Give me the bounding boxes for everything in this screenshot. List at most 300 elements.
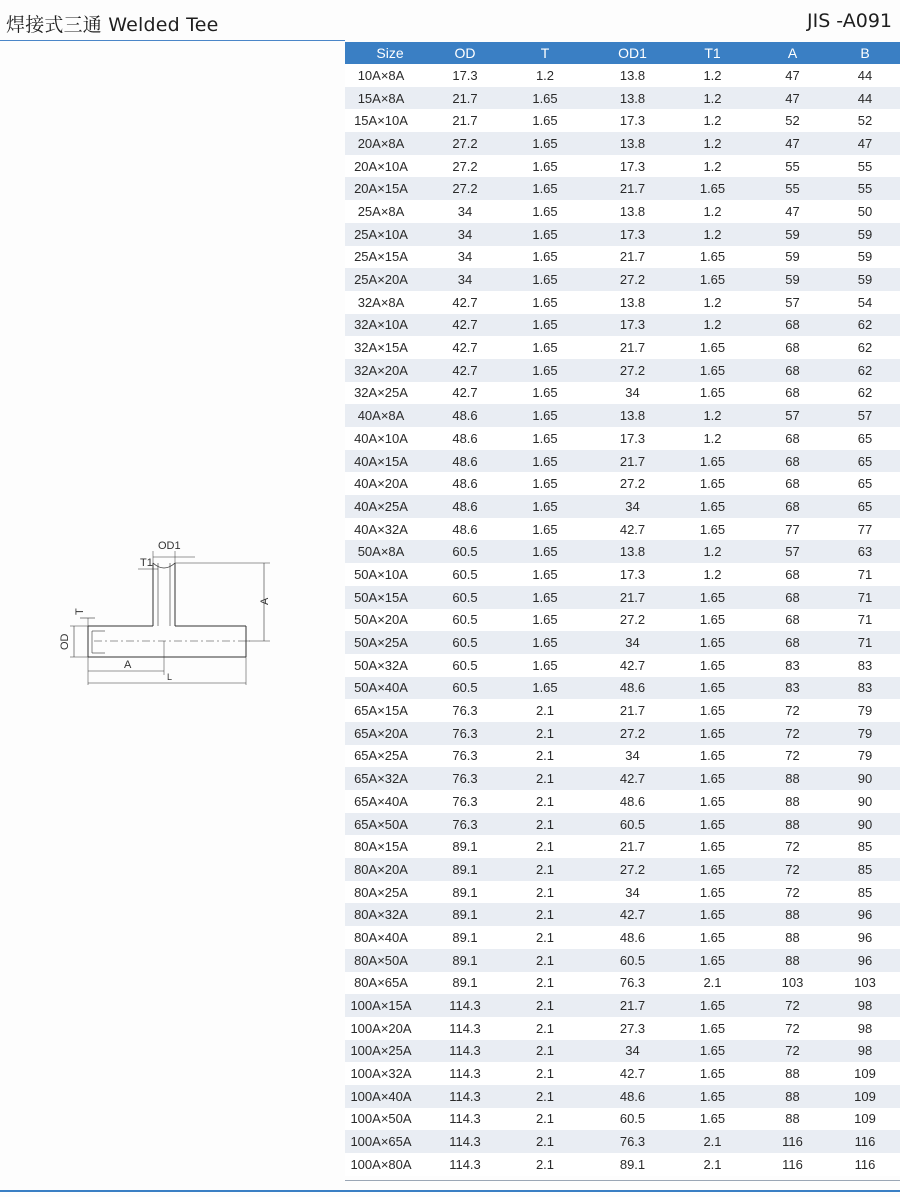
branch-end-arc xyxy=(153,563,175,568)
table-cell: 17.3 xyxy=(435,64,495,87)
table-cell: 1.65 xyxy=(495,563,595,586)
table-cell: 89.1 xyxy=(435,858,495,881)
table-cell: 71 xyxy=(830,563,900,586)
table-cell: 68 xyxy=(755,382,830,405)
table-cell: 89.1 xyxy=(435,881,495,904)
table-cell: 1.2 xyxy=(670,404,755,427)
table-cell: 27.2 xyxy=(595,359,670,382)
header-rule xyxy=(0,40,345,41)
table-cell: 65A×40A xyxy=(345,790,435,813)
table-cell: 116 xyxy=(830,1153,900,1176)
table-cell: 68 xyxy=(755,427,830,450)
table-cell: 50A×25A xyxy=(345,631,435,654)
table-cell: 83 xyxy=(830,654,900,677)
table-cell: 48.6 xyxy=(435,518,495,541)
welded-tee-diagram xyxy=(50,533,290,693)
table-cell: 89.1 xyxy=(435,972,495,995)
table-cell: 1.2 xyxy=(670,64,755,87)
label-t: T xyxy=(74,608,86,615)
table-cell: 2.1 xyxy=(670,972,755,995)
table-cell: 1.65 xyxy=(670,1062,755,1085)
table-row xyxy=(345,109,900,132)
table-cell: 27.3 xyxy=(595,1017,670,1040)
table-cell: 100A×50A xyxy=(345,1108,435,1131)
page-title: 焊接式三通 Welded Tee xyxy=(6,14,219,36)
table-cell: 42.7 xyxy=(595,654,670,677)
table-row xyxy=(345,518,900,541)
table-cell: 65A×15A xyxy=(345,699,435,722)
table-cell: 42.7 xyxy=(435,359,495,382)
table-cell: 1.65 xyxy=(495,677,595,700)
table-cell: 114.3 xyxy=(435,1153,495,1176)
table-cell: 1.65 xyxy=(495,246,595,269)
table-cell: 1.2 xyxy=(670,132,755,155)
table-row xyxy=(345,994,900,1017)
table-cell: 1.65 xyxy=(670,654,755,677)
table-cell: 50A×20A xyxy=(345,609,435,632)
table-cell: 60.5 xyxy=(435,654,495,677)
table-cell: 17.3 xyxy=(595,563,670,586)
table-cell: 42.7 xyxy=(595,767,670,790)
table-cell: 2.1 xyxy=(495,1130,595,1153)
table-cell: 1.65 xyxy=(495,177,595,200)
table-cell: 32A×8A xyxy=(345,291,435,314)
table-cell: 80A×40A xyxy=(345,926,435,949)
table-cell: 50A×15A xyxy=(345,586,435,609)
table-cell: 1.65 xyxy=(670,518,755,541)
table-cell: 1.65 xyxy=(670,813,755,836)
table-cell: 32A×15A xyxy=(345,336,435,359)
table-cell: 1.2 xyxy=(670,314,755,337)
table-cell: 103 xyxy=(830,972,900,995)
table-cell: 1.2 xyxy=(670,291,755,314)
page-bottom-rule xyxy=(0,1190,900,1192)
table-cell: 17.3 xyxy=(595,427,670,450)
table-row xyxy=(345,268,900,291)
table-cell: 17.3 xyxy=(595,223,670,246)
table-cell: 83 xyxy=(755,654,830,677)
table-cell: 65A×32A xyxy=(345,767,435,790)
table-cell: 88 xyxy=(755,1062,830,1085)
table-cell: 83 xyxy=(830,677,900,700)
table-cell: 2.1 xyxy=(495,926,595,949)
table-cell: 50A×40A xyxy=(345,677,435,700)
table-cell: 1.65 xyxy=(670,472,755,495)
table-cell: 1.65 xyxy=(495,404,595,427)
table-cell: 98 xyxy=(830,1017,900,1040)
table-cell: 68 xyxy=(755,586,830,609)
table-row xyxy=(345,1017,900,1040)
label-l: L xyxy=(167,672,173,682)
table-cell: 50A×32A xyxy=(345,654,435,677)
table-cell: 1.65 xyxy=(495,631,595,654)
table-cell: 65 xyxy=(830,472,900,495)
table-cell: 34 xyxy=(435,268,495,291)
table-cell: 1.2 xyxy=(670,200,755,223)
table-cell: 76.3 xyxy=(595,972,670,995)
table-cell: 72 xyxy=(755,881,830,904)
column-header: Size xyxy=(345,42,435,64)
table-cell: 2.1 xyxy=(495,1040,595,1063)
table-cell: 68 xyxy=(755,563,830,586)
table-cell: 65A×25A xyxy=(345,745,435,768)
column-header: B xyxy=(830,42,900,64)
table-cell: 21.7 xyxy=(435,109,495,132)
table-cell: 100A×80A xyxy=(345,1153,435,1176)
table-cell: 2.1 xyxy=(495,903,595,926)
table-row xyxy=(345,1153,900,1176)
table-cell: 1.65 xyxy=(670,631,755,654)
table-cell: 1.65 xyxy=(495,314,595,337)
table-cell: 88 xyxy=(755,813,830,836)
table-cell: 21.7 xyxy=(595,450,670,473)
table-cell: 2.1 xyxy=(495,1153,595,1176)
table-cell: 40A×8A xyxy=(345,404,435,427)
table-cell: 76.3 xyxy=(435,745,495,768)
table-cell: 42.7 xyxy=(435,291,495,314)
table-cell: 42.7 xyxy=(435,336,495,359)
table-cell: 48.6 xyxy=(595,1085,670,1108)
table-row xyxy=(345,155,900,178)
table-row xyxy=(345,745,900,768)
table-cell: 2.1 xyxy=(495,1085,595,1108)
table-cell: 63 xyxy=(830,540,900,563)
table-cell: 88 xyxy=(755,926,830,949)
table-cell: 40A×20A xyxy=(345,472,435,495)
table-cell: 68 xyxy=(755,314,830,337)
table-cell: 25A×20A xyxy=(345,268,435,291)
table-cell: 1.65 xyxy=(670,745,755,768)
table-cell: 114.3 xyxy=(435,994,495,1017)
table-cell: 1.2 xyxy=(670,563,755,586)
table-cell: 1.65 xyxy=(670,949,755,972)
table-cell: 60.5 xyxy=(595,813,670,836)
table-cell: 2.1 xyxy=(495,881,595,904)
table-cell: 100A×20A xyxy=(345,1017,435,1040)
table-cell: 42.7 xyxy=(595,903,670,926)
table-row xyxy=(345,722,900,745)
table-cell: 65A×20A xyxy=(345,722,435,745)
table-cell: 1.65 xyxy=(495,359,595,382)
table-cell: 116 xyxy=(755,1153,830,1176)
table-cell: 1.65 xyxy=(670,722,755,745)
table-cell: 1.2 xyxy=(670,109,755,132)
table-cell: 96 xyxy=(830,926,900,949)
table-cell: 2.1 xyxy=(495,722,595,745)
table-cell: 47 xyxy=(755,200,830,223)
table-cell: 1.65 xyxy=(670,903,755,926)
table-cell: 77 xyxy=(830,518,900,541)
table-cell: 47 xyxy=(755,132,830,155)
table-cell: 1.65 xyxy=(670,677,755,700)
table-cell: 2.1 xyxy=(495,745,595,768)
table-cell: 34 xyxy=(595,631,670,654)
table-cell: 1.65 xyxy=(670,858,755,881)
table-cell: 21.7 xyxy=(595,586,670,609)
table-cell: 68 xyxy=(755,472,830,495)
table-cell: 103 xyxy=(755,972,830,995)
table-cell: 76.3 xyxy=(435,767,495,790)
table-cell: 96 xyxy=(830,949,900,972)
table-cell: 34 xyxy=(595,495,670,518)
table-row xyxy=(345,972,900,995)
table-cell: 50A×8A xyxy=(345,540,435,563)
table-cell: 1.65 xyxy=(495,609,595,632)
table-cell: 55 xyxy=(755,177,830,200)
table-cell: 1.65 xyxy=(670,1040,755,1063)
table-row xyxy=(345,790,900,813)
table-cell: 21.7 xyxy=(435,87,495,110)
table-row xyxy=(345,1040,900,1063)
table-row xyxy=(345,926,900,949)
table-cell: 1.65 xyxy=(495,472,595,495)
table-cell: 116 xyxy=(755,1130,830,1153)
table-cell: 2.1 xyxy=(670,1130,755,1153)
table-cell: 1.65 xyxy=(495,87,595,110)
table-row xyxy=(345,858,900,881)
table-row xyxy=(345,677,900,700)
table-cell: 68 xyxy=(755,450,830,473)
table-cell: 54 xyxy=(830,291,900,314)
table-cell: 13.8 xyxy=(595,404,670,427)
table-cell: 57 xyxy=(755,540,830,563)
table-cell: 85 xyxy=(830,881,900,904)
table-cell: 1.65 xyxy=(495,223,595,246)
page-header xyxy=(0,0,900,42)
table-row xyxy=(345,200,900,223)
table-row xyxy=(345,336,900,359)
column-header: T xyxy=(495,42,595,64)
table-cell: 88 xyxy=(755,1085,830,1108)
table-cell: 48.6 xyxy=(435,495,495,518)
table-row xyxy=(345,540,900,563)
table-cell: 116 xyxy=(830,1130,900,1153)
table-cell: 98 xyxy=(830,994,900,1017)
table-cell: 1.65 xyxy=(495,382,595,405)
table-cell: 32A×10A xyxy=(345,314,435,337)
table-cell: 1.65 xyxy=(670,835,755,858)
table-cell: 32A×20A xyxy=(345,359,435,382)
table-cell: 17.3 xyxy=(595,155,670,178)
table-cell: 21.7 xyxy=(595,699,670,722)
table-cell: 71 xyxy=(830,609,900,632)
table-cell: 60.5 xyxy=(435,677,495,700)
table-row xyxy=(345,1108,900,1131)
table-cell: 1.65 xyxy=(495,109,595,132)
table-row xyxy=(345,563,900,586)
table-cell: 40A×25A xyxy=(345,495,435,518)
table-row xyxy=(345,64,900,87)
table-cell: 68 xyxy=(755,359,830,382)
table-cell: 1.65 xyxy=(670,609,755,632)
table-cell: 2.1 xyxy=(495,813,595,836)
table-cell: 2.1 xyxy=(495,858,595,881)
table-cell: 34 xyxy=(595,1040,670,1063)
table-cell: 89.1 xyxy=(435,903,495,926)
table-cell: 1.65 xyxy=(670,268,755,291)
table-header-row xyxy=(345,42,900,64)
table-cell: 114.3 xyxy=(435,1062,495,1085)
table-cell: 76.3 xyxy=(435,699,495,722)
table-cell: 2.1 xyxy=(495,994,595,1017)
table-cell: 59 xyxy=(830,268,900,291)
table-body xyxy=(345,64,900,1176)
table-cell: 109 xyxy=(830,1062,900,1085)
table-cell: 1.65 xyxy=(670,1085,755,1108)
spec-table xyxy=(345,42,900,1176)
table-cell: 100A×15A xyxy=(345,994,435,1017)
table-cell: 2.1 xyxy=(495,1062,595,1085)
table-cell: 21.7 xyxy=(595,994,670,1017)
table-cell: 1.65 xyxy=(495,518,595,541)
table-cell: 109 xyxy=(830,1085,900,1108)
table-cell: 13.8 xyxy=(595,87,670,110)
table-cell: 60.5 xyxy=(435,563,495,586)
table-cell: 21.7 xyxy=(595,177,670,200)
table-cell: 79 xyxy=(830,745,900,768)
table-cell: 96 xyxy=(830,903,900,926)
table-row xyxy=(345,177,900,200)
table-cell: 1.65 xyxy=(495,586,595,609)
table-cell: 1.65 xyxy=(495,200,595,223)
table-row xyxy=(345,359,900,382)
table-cell: 25A×10A xyxy=(345,223,435,246)
table-cell: 48.6 xyxy=(595,790,670,813)
table-cell: 88 xyxy=(755,1108,830,1131)
table-cell: 114.3 xyxy=(435,1108,495,1131)
table-cell: 72 xyxy=(755,699,830,722)
table-row xyxy=(345,382,900,405)
table-cell: 10A×8A xyxy=(345,64,435,87)
table-cell: 50 xyxy=(830,200,900,223)
table-cell: 1.65 xyxy=(670,1017,755,1040)
table-cell: 109 xyxy=(830,1108,900,1131)
table-cell: 114.3 xyxy=(435,1130,495,1153)
table-cell: 57 xyxy=(830,404,900,427)
table-row xyxy=(345,699,900,722)
table-cell: 1.65 xyxy=(495,427,595,450)
table-row xyxy=(345,132,900,155)
table-row xyxy=(345,1085,900,1108)
table-row xyxy=(345,631,900,654)
table-cell: 114.3 xyxy=(435,1017,495,1040)
table-cell: 34 xyxy=(435,223,495,246)
table-cell: 20A×15A xyxy=(345,177,435,200)
table-cell: 21.7 xyxy=(595,246,670,269)
table-cell: 57 xyxy=(755,404,830,427)
table-row xyxy=(345,314,900,337)
table-cell: 1.65 xyxy=(670,790,755,813)
table-cell: 100A×32A xyxy=(345,1062,435,1085)
table-cell: 48.6 xyxy=(435,472,495,495)
table-cell: 40A×15A xyxy=(345,450,435,473)
table-cell: 65 xyxy=(830,427,900,450)
table-cell: 85 xyxy=(830,835,900,858)
table-row xyxy=(345,427,900,450)
table-cell: 65 xyxy=(830,495,900,518)
table-cell: 79 xyxy=(830,699,900,722)
table-row xyxy=(345,654,900,677)
table-cell: 13.8 xyxy=(595,540,670,563)
table-cell: 89.1 xyxy=(435,926,495,949)
table-cell: 62 xyxy=(830,382,900,405)
table-cell: 1.65 xyxy=(670,382,755,405)
table-cell: 100A×40A xyxy=(345,1085,435,1108)
table-cell: 27.2 xyxy=(435,132,495,155)
table-row xyxy=(345,223,900,246)
table-cell: 1.65 xyxy=(670,699,755,722)
table-cell: 1.2 xyxy=(670,155,755,178)
table-cell: 48.6 xyxy=(435,427,495,450)
table-cell: 27.2 xyxy=(595,268,670,291)
table-cell: 72 xyxy=(755,745,830,768)
table-row xyxy=(345,404,900,427)
table-cell: 2.1 xyxy=(495,699,595,722)
table-cell: 13.8 xyxy=(595,132,670,155)
table-cell: 1.65 xyxy=(670,881,755,904)
table-cell: 71 xyxy=(830,631,900,654)
table-cell: 55 xyxy=(755,155,830,178)
table-cell: 62 xyxy=(830,336,900,359)
table-cell: 100A×65A xyxy=(345,1130,435,1153)
table-cell: 1.65 xyxy=(670,926,755,949)
table-cell: 1.65 xyxy=(670,767,755,790)
table-cell: 2.1 xyxy=(495,1017,595,1040)
table-row xyxy=(345,903,900,926)
table-cell: 50A×10A xyxy=(345,563,435,586)
table-cell: 77 xyxy=(755,518,830,541)
table-cell: 13.8 xyxy=(595,64,670,87)
table-cell: 88 xyxy=(755,903,830,926)
table-cell: 1.65 xyxy=(495,336,595,359)
label-od1: OD1 xyxy=(158,540,181,552)
table-cell: 27.2 xyxy=(595,858,670,881)
table-cell: 40A×10A xyxy=(345,427,435,450)
table-cell: 68 xyxy=(755,495,830,518)
table-cell: 25A×8A xyxy=(345,200,435,223)
table-cell: 34 xyxy=(595,382,670,405)
table-row xyxy=(345,246,900,269)
table-cell: 48.6 xyxy=(595,677,670,700)
table-cell: 88 xyxy=(755,949,830,972)
table-cell: 20A×10A xyxy=(345,155,435,178)
table-cell: 59 xyxy=(755,223,830,246)
table-cell: 72 xyxy=(755,1040,830,1063)
table-cell: 71 xyxy=(830,586,900,609)
table-cell: 1.65 xyxy=(670,450,755,473)
table-cell: 60.5 xyxy=(435,540,495,563)
table-cell: 1.65 xyxy=(495,450,595,473)
table-cell: 25A×15A xyxy=(345,246,435,269)
table-row xyxy=(345,881,900,904)
table-cell: 59 xyxy=(755,268,830,291)
table-cell: 76.3 xyxy=(435,790,495,813)
column-header: T1 xyxy=(670,42,755,64)
table-cell: 1.65 xyxy=(495,540,595,563)
table-cell: 76.3 xyxy=(435,722,495,745)
label-a-vertical: A xyxy=(259,597,271,605)
table-cell: 15A×10A xyxy=(345,109,435,132)
table-cell: 27.2 xyxy=(595,609,670,632)
table-cell: 1.65 xyxy=(495,155,595,178)
table-cell: 21.7 xyxy=(595,835,670,858)
table-cell: 57 xyxy=(755,291,830,314)
table-cell: 1.65 xyxy=(495,132,595,155)
table-cell: 72 xyxy=(755,1017,830,1040)
column-header: A xyxy=(755,42,830,64)
table-cell: 68 xyxy=(755,609,830,632)
table-cell: 68 xyxy=(755,631,830,654)
